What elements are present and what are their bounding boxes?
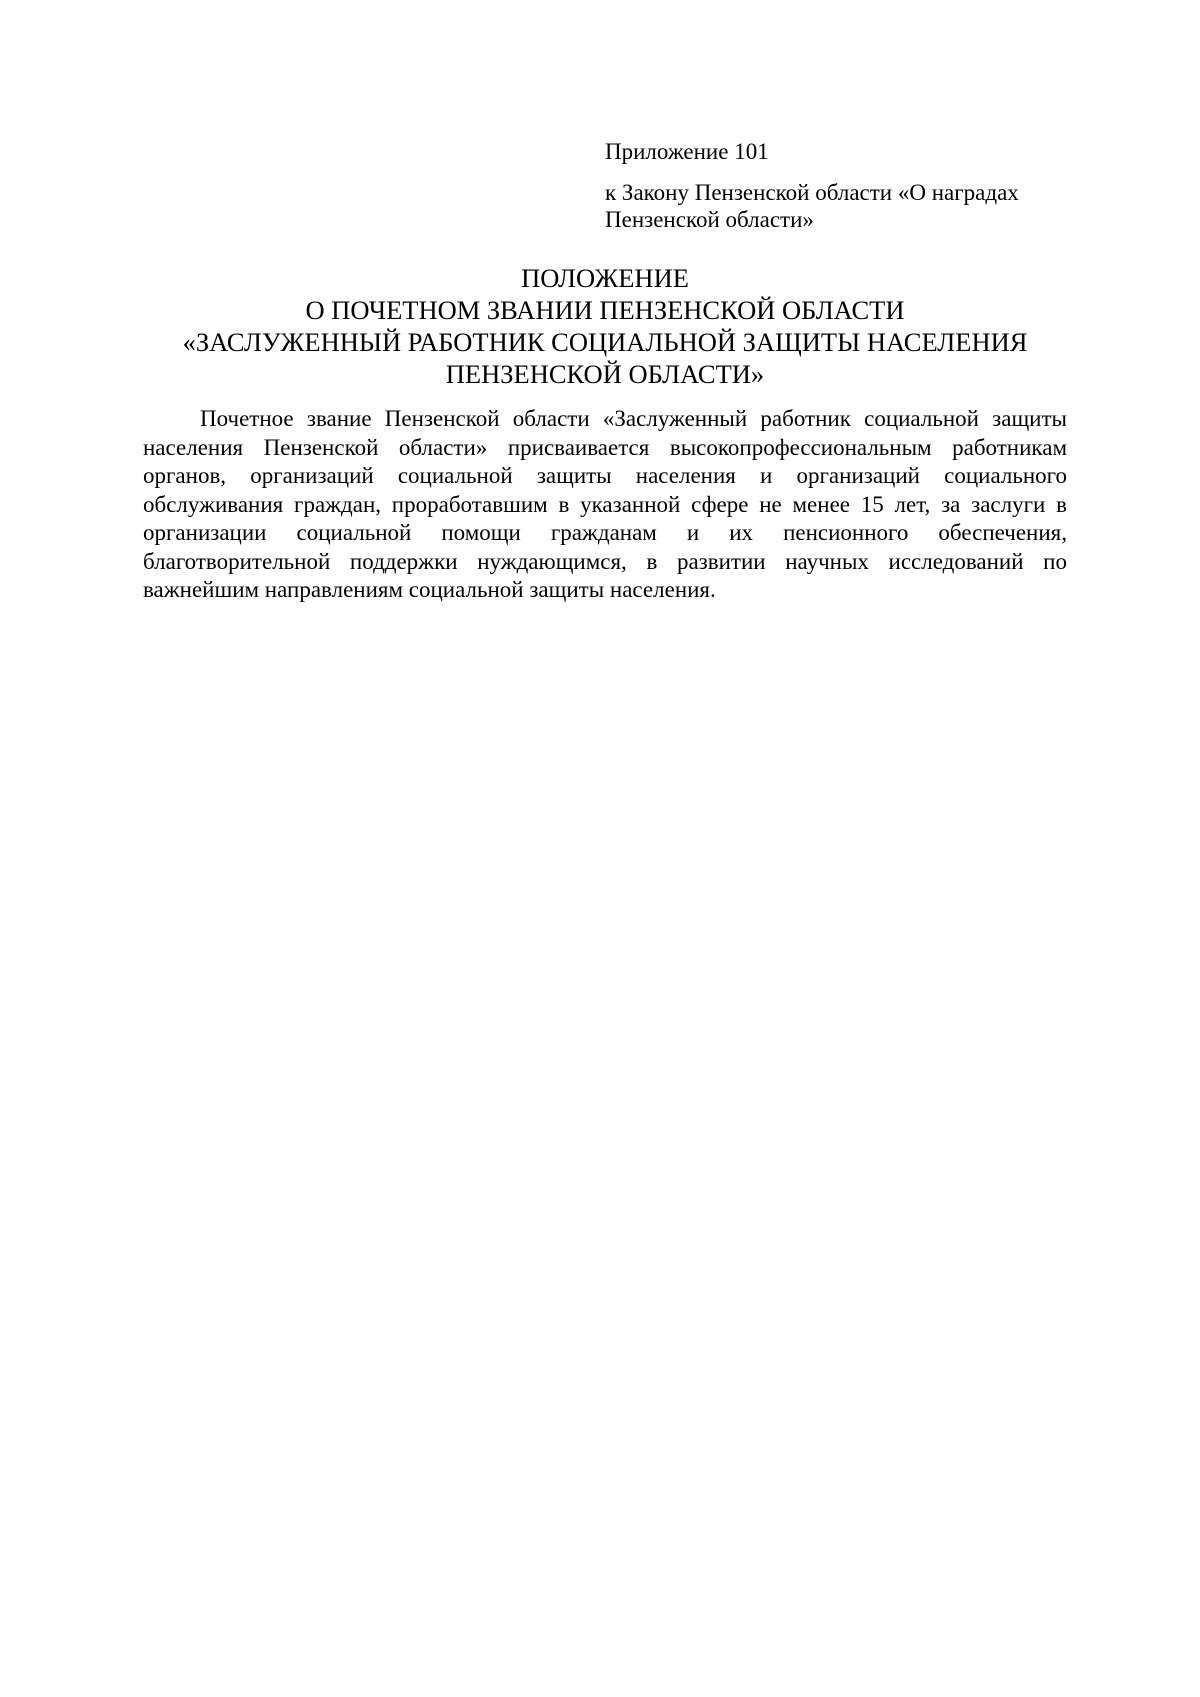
document-title (130, 262, 1080, 390)
title-line-3: «ЗАСЛУЖЕННЫЙ РАБОТНИК СОЦИАЛЬНОЙ ЗАЩИТЫ НАСЕЛЕНИЯ (182, 327, 1028, 357)
title-line-1: ПОЛОЖЕНИЕ (521, 263, 689, 293)
title-line-2: О ПОЧЕТНОМ ЗВАНИИ ПЕНЗЕНСКОЙ ОБЛАСТИ (305, 295, 905, 325)
appendix-number: Приложение 101 (605, 139, 769, 164)
body-paragraph: Почетное звание Пензенской области «Заслуженный работник социальной защиты населения Пензенской области» присваивается высокопрофессиональным работникам органов, организаций социальной защиты населения и организаций социального обслуживания граждан, проработавшим в указанной сфере не менее 15 лет, за заслуги в организации социальной помощи гражданам и их пенсионного обеспечения, благотворительной поддержки нуждающимся, в развитии научных исследований по важнейшим направлениям социальной защиты населения. (143, 406, 1067, 602)
title-line-4: ПЕНЗЕНСКОЙ ОБЛАСТИ» (445, 359, 765, 389)
appendix-reference: к Закону Пензенской области «О наградах Пензенской области» (605, 180, 1019, 232)
appendix-header (605, 138, 1075, 233)
